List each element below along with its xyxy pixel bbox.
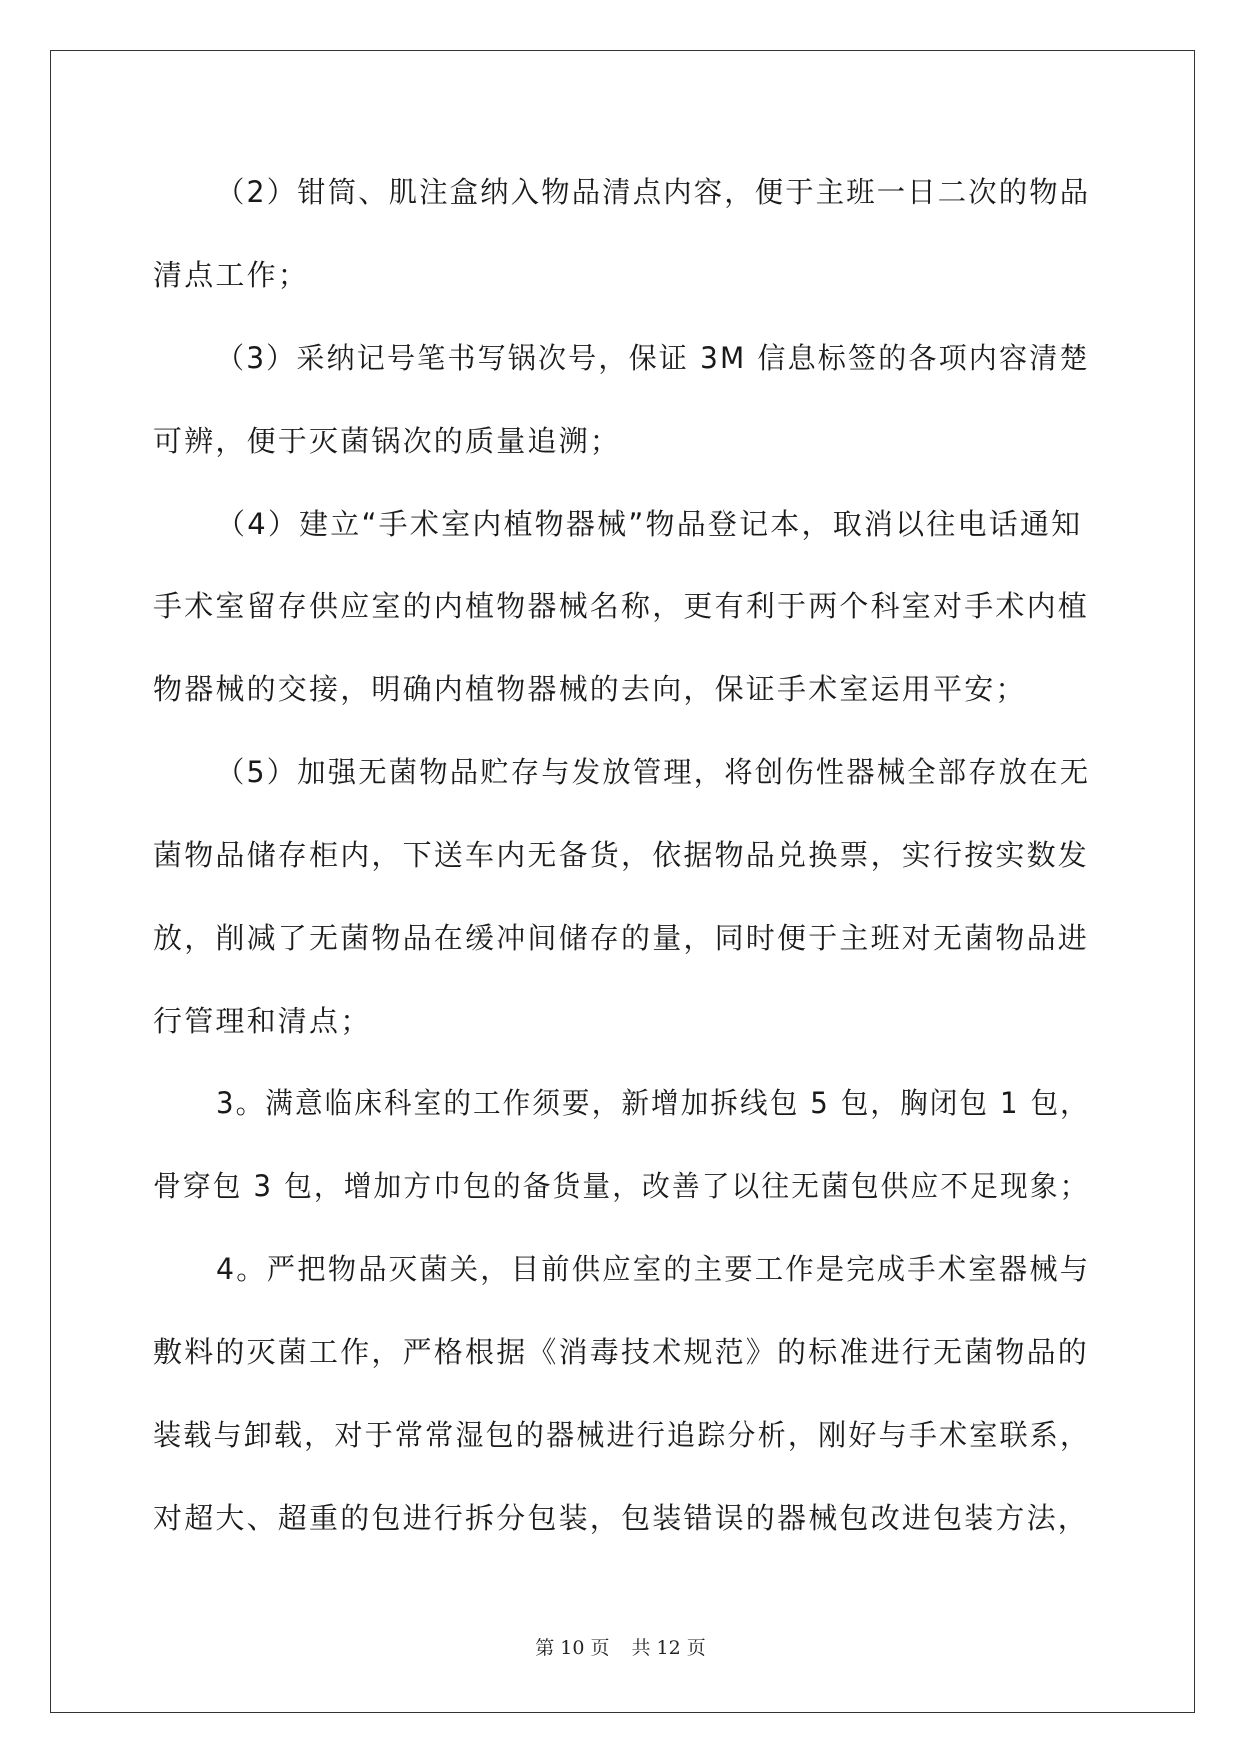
page-footer <box>0 1635 1241 1661</box>
paragraph-line: 3。满意临床科室的工作须要，新增加拆线包 5 包，胸闭包 1 包， <box>216 1086 1090 1120</box>
paragraph-line: 4。严把物品灭菌关，目前供应室的主要工作是完成手术室器械与 <box>216 1252 1091 1286</box>
paragraph-line: （2）钳筒、肌注盒纳入物品清点内容，便于主班一日二次的物品 <box>216 175 1091 209</box>
paragraph-line: 行管理和清点； <box>153 1004 372 1038</box>
paragraph-line: 手术室留存供应室的内植物器械名称，更有利于两个科室对手术内植 <box>153 589 1090 623</box>
paragraph-line: 对超大、超重的包进行拆分包装，包装错误的器械包改进包装方法， <box>153 1501 1090 1535</box>
paragraph-line: 清点工作； <box>153 258 310 292</box>
page-number-current: 第 10 页 <box>535 1637 610 1659</box>
paragraph-line: 骨穿包 3 包，增加方巾包的备货量，改善了以往无菌包供应不足现象； <box>153 1169 1090 1203</box>
paragraph-line: 可辨，便于灭菌锅次的质量追溯； <box>153 424 622 458</box>
paragraph-line: （3）采纳记号笔书写锅次号，保证 3M 信息标签的各项内容清楚 <box>216 341 1090 375</box>
paragraph-line: （5）加强无菌物品贮存与发放管理，将创伤性器械全部存放在无 <box>216 755 1091 789</box>
paragraph-line: 物器械的交接，明确内植物器械的去向，保证手术室运用平安； <box>153 672 1027 706</box>
page-border <box>50 50 1195 1713</box>
paragraph-line: 装载与卸载，对于常常湿包的器械进行追踪分析，刚好与手术室联系， <box>153 1418 1091 1452</box>
paragraph-line: 敷料的灭菌工作，严格根据《消毒技术规范》的标准进行无菌物品的 <box>153 1335 1090 1369</box>
paragraph-line: 菌物品储存柜内，下送车内无备货，依据物品兑换票，实行按实数发 <box>153 838 1090 872</box>
page-number-total: 共 12 页 <box>631 1637 706 1659</box>
paragraph-line: 放，削减了无菌物品在缓冲间储存的量，同时便于主班对无菌物品进 <box>153 921 1090 955</box>
paragraph-line: （4）建立“手术室内植物器械”物品登记本，取消以往电话通知 <box>216 507 1083 541</box>
